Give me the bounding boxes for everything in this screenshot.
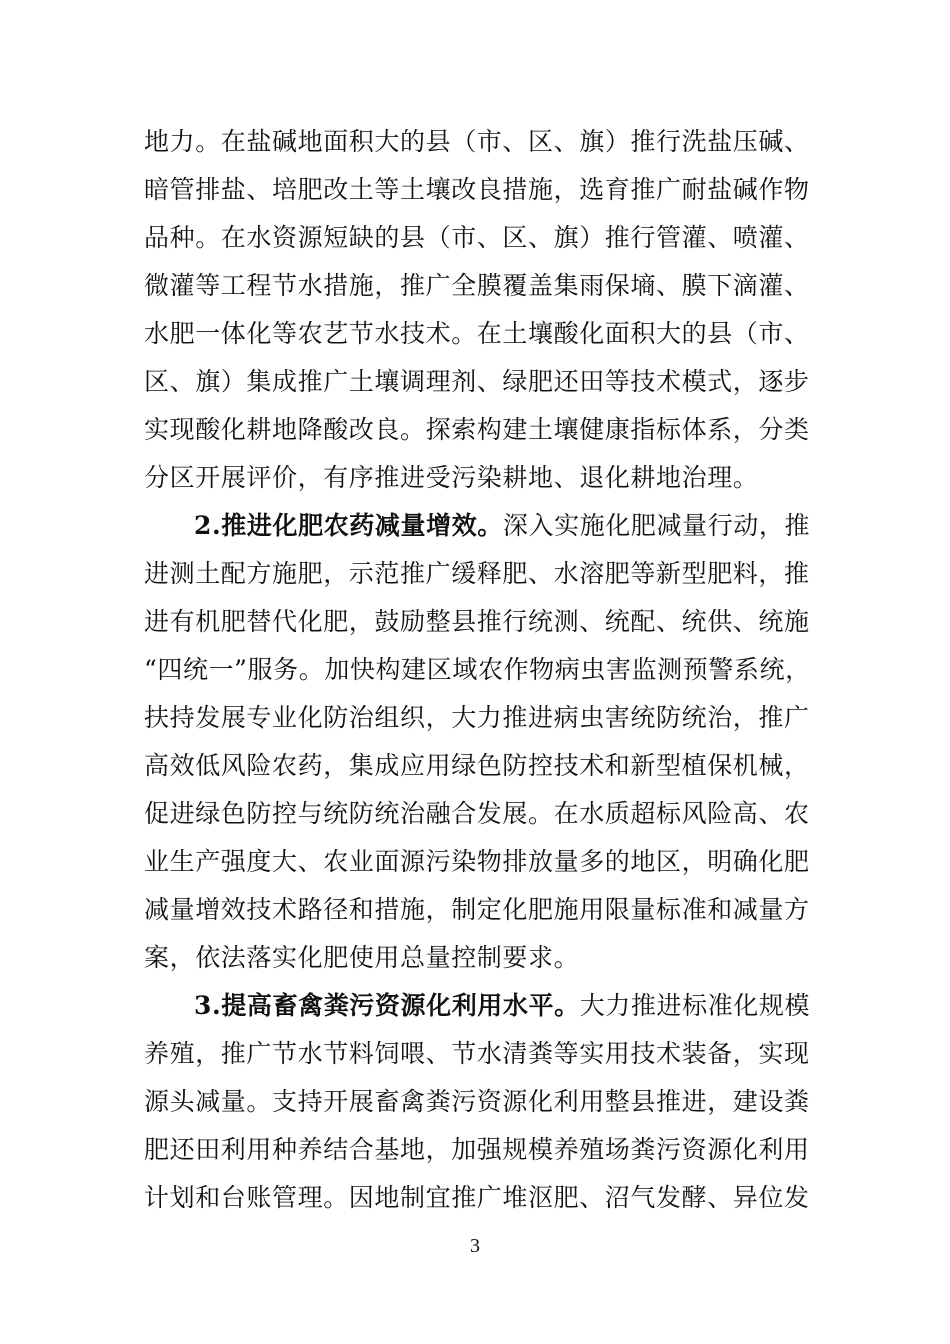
paragraph-3-line-3: 源头减量。支持开展畜禽粪污资源化利用整县推进，建设粪 <box>144 1087 810 1116</box>
paragraph-2-line-2: 进测土配方施肥，示范推广缓释肥、水溶肥等新型肥料，推 <box>144 559 810 588</box>
paragraph-2-line-9: 减量增效技术路径和措施，制定化肥施用限量标准和减量方 <box>144 895 810 924</box>
paragraph-2-line-3: 进有机肥替代化肥，鼓励整县推行统测、统配、统供、统施 <box>144 607 810 636</box>
paragraph-2-first-line <box>194 506 811 546</box>
paragraph-2-first-line-rest: 深入实施化肥减量行动，推 <box>502 511 811 540</box>
paragraph-1-line-8: 分区开展评价，有序推进受污染耕地、退化耕地治理。 <box>144 463 759 492</box>
paragraph-1-line-6: 区、旗）集成推广土壤调理剂、绿肥还田等技术模式，逐步 <box>144 367 810 396</box>
paragraph-1-line-5: 水肥一体化等农艺节水技术。在土壤酸化面积大的县（市、 <box>144 319 810 348</box>
paragraph-1-line-4: 微灌等工程节水措施，推广全膜覆盖集雨保墒、膜下滴灌、 <box>144 271 810 300</box>
paragraph-1-line-3: 品种。在水资源短缺的县（市、区、旗）推行管灌、喷灌、 <box>144 223 810 252</box>
paragraph-1-line-7: 实现酸化耕地降酸改良。探索构建土壤健康指标体系，分类 <box>144 415 810 444</box>
paragraph-2-line-4: “四统一”服务。加快构建区域农作物病虫害监测预警系统， <box>144 655 811 684</box>
paragraph-3-line-4: 肥还田利用种养结合基地，加强规模养殖场粪污资源化利用 <box>144 1135 810 1164</box>
paragraph-3-heading: 3.提高畜禽粪污资源化利用水平。 <box>194 991 580 1020</box>
paragraph-2-line-8: 业生产强度大、农业面源污染物排放量多的地区，明确化肥 <box>144 847 810 876</box>
paragraph-3-line-5: 计划和台账管理。因地制宜推广堆沤肥、沼气发酵、异位发 <box>144 1183 810 1212</box>
paragraph-3-line-2: 养殖，推广节水节料饲喂、节水清粪等实用技术装备，实现 <box>144 1039 810 1068</box>
paragraph-2-line-7: 促进绿色防控与统防统治融合发展。在水质超标风险高、农 <box>144 799 810 828</box>
paragraph-2-heading: 2.推进化肥农药减量增效。 <box>194 511 503 540</box>
paragraph-2-line-5: 扶持发展专业化防治组织，大力推进病虫害统防统治，推广 <box>144 703 810 732</box>
page-number: 3 <box>470 1235 480 1257</box>
paragraph-3-first-line-rest: 大力推进标准化规模 <box>579 991 811 1020</box>
paragraph-2-line-6: 高效低风险农药，集成应用绿色防控技术和新型植保机械， <box>144 751 810 780</box>
paragraph-2-line-10: 案，依法落实化肥使用总量控制要求。 <box>144 943 580 972</box>
paragraph-1-line-1: 地力。在盐碱地面积大的县（市、区、旗）推行洗盐压碱、 <box>144 127 810 156</box>
paragraph-1-line-2: 暗管排盐、培肥改土等土壤改良措施，选育推广耐盐碱作物 <box>144 175 810 204</box>
paragraph-3-first-line <box>194 986 811 1026</box>
